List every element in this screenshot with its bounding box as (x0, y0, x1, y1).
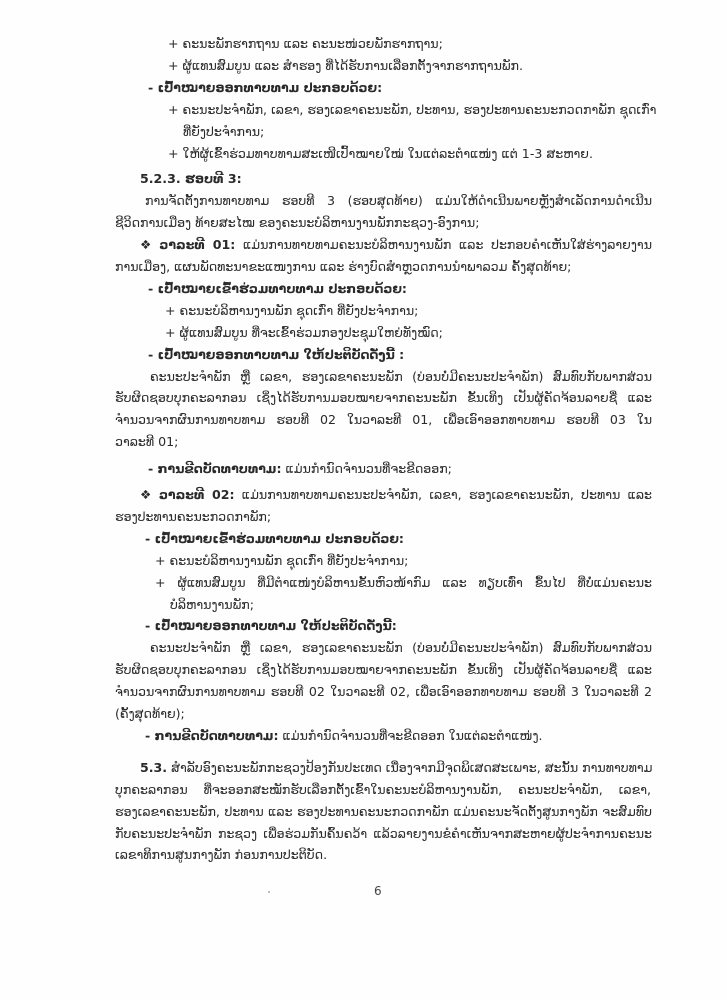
text-line (140, 235, 652, 255)
text-line (115, 704, 185, 724)
line-heading: 5.2.3. ຮອບທີ 3: (140, 171, 242, 187)
line-heading: - ການຂີດບັດທາບທາມ: (145, 727, 279, 743)
line-heading: - ການຂີດບັດທາບທາມ: (148, 461, 282, 477)
text-line (115, 780, 651, 800)
line-text: ການເມືອງ, ແຜນພັດທະນາຂະແໜງການ ແລະ ຮ່າງບົດສຳຫຼວດການນຳພາລວມ ຄັ້ງສຸດທ້າຍ; (115, 259, 572, 274)
text-line (168, 56, 523, 76)
text-line (183, 122, 264, 142)
line-heading: ❖ ວາລະທີ 01: (140, 237, 236, 253)
line-text: + ຜູ້ແທນສົມບູນ ແລະ ສຳຮອງ ທີ່ໄດ້ຮັບການເລືອກຕັ້ງຈາກຮາກຖານພັກ. (168, 57, 523, 73)
line-text: ການຈັດຕັ້ງການທາບທາມ ຮອບທີ 3 (ຮອບສຸດທ້າຍ) ແມ່ນໃຫ້ດຳເນີນພາຍຫຼັງສຳເລັດການດຳເນີນ (145, 193, 652, 209)
text-line (148, 459, 452, 479)
page-number: 6 (374, 884, 382, 898)
line-heading: 5.3. (140, 759, 168, 775)
line-text: (ຄັ້ງສຸດທ້າຍ); (115, 706, 185, 721)
line-text: ຊີວິດການເມືອງ ທ້າຍສະໄໝ ຂອງຄະນະບໍລິຫານງານພັກກະຊວງ-ອົງການ; (115, 215, 480, 231)
line-heading: - ເປົ້າໝາຍເຂົ້າຮ່ວມທາບທາມ ປະກອບດ້ວຍ: (148, 280, 407, 296)
line-text: ຄະນະປະຈຳພັກ ຫຼື ເລຂາ, ຮອງເລຂາຄະນະພັກ (ບ່ອນບໍ່ມີຄະນະປະຈຳພັກ) ສົມທົບກັບພາກສ່ວນ (150, 640, 653, 656)
line-text: ຈຳນວນຈາກຜົນການທາບທາມ ຮອບທີ 02 ໃນວາລະທີ 02, ເພື່ອເອົາອອກທາບທາມ ຮອບທີ 3 ໃນວາລະທີ 2 (115, 684, 652, 700)
line-text: ທີ່ຍັງປະຈຳການ; (183, 123, 265, 139)
line-text: ກັບຄະນະປະຈຳພັກ ກະຊວງ ເພື່ອຮ່ວມກັນຄົ້ນຄວ້າ ແລ້ວລາຍງານຂໍຄຳເຫັນຈາກສະຫາຍຜູ້ປະຈຳການຄະນະ (115, 825, 652, 841)
text-line (165, 301, 418, 321)
text-line (115, 845, 327, 865)
line-text: + ຜູ້ແທນສົມບູນ ທີ່ມີຕຳແໜ່ງບໍລິຫານຂັ້ນຫົວໜ້າກົມ ແລະ ທຽບເທົ່າ ຂຶ້ນໄປ ທີ່ບໍ່ແມ່ນຄະນະ (155, 574, 652, 590)
text-line (115, 432, 178, 452)
text-line (115, 410, 652, 430)
line-text: + ຄະນະພັກຮາກຖານ ແລະ ຄະນະໜ່ວຍພັກຮາກຖານ; (168, 36, 443, 51)
line-text: ບຸກຄະລາກອນ ທີ່ຈະອອກສະໝັກຮັບເລືອກຕັ້ງເຂົ້າໃນຄະນະບໍລິຫານງານພັກ, ຄະນະປະຈຳພັກ, ເລຂາ, (115, 781, 651, 797)
line-text: ບໍລິຫານງານພັກ; (170, 596, 254, 612)
text-line (140, 169, 242, 189)
line-text: ແມ່ນການທາບທາມຄະນະບໍລິຫານງານພັກ ແລະ ປະກອບຄຳເຫັນໃສ່ຮ່າງລາຍງານ (235, 237, 652, 253)
line-text: ແມ່ນການທາບທາມຄະນະປະຈຳພັກ, ເລຂາ, ຮອງເລຂາຄະນະພັກ, ປະທານ ແລະ (234, 487, 652, 502)
text-line (148, 279, 407, 299)
text-line (115, 660, 652, 680)
line-heading: - ເປົ້າໝາຍອອກທາບທາມ ປະກອບດ້ວຍ: (148, 79, 383, 95)
text-line (168, 34, 443, 54)
line-text: ຮອງເລຂາຄະນະພັກ, ປະທານ ແລະ ຮອງປະທານຄະນະກວດກາພັກ ແມ່ນຄະນະຈັດຕັ້ງສູນກາງພັກ ຈະສົມທົບ (115, 803, 652, 819)
line-text: ແມ່ນກຳນົດຈຳນວນທີ່ຈະຂີດອອກ; (281, 461, 452, 477)
line-text: + ຜູ້ແທນສົມບູນ ທີ່ຈະເຂົ້າຮ່ວມກອງປະຊຸມໃຫຍ່ທັງໝົດ; (165, 324, 443, 340)
text-line (145, 726, 543, 746)
line-text: + ໃຫ້ຜູ້ເຂົ້າຮ່ວມທາບທາມສະເໜີເປົ້າໝາຍໃໝ່ ໃນແຕ່ລະຕຳແໜ່ງ ແຕ່ 1-3 ສະຫາຍ. (168, 145, 593, 161)
text-line (145, 529, 404, 549)
text-line (148, 345, 404, 365)
line-heading: - ເປົ້າໝາຍເຂົ້າຮ່ວມທາບທາມ ປະກອບດ້ວຍ: (145, 530, 404, 546)
line-text: ຮອງປະທານຄະນະກວດກາພັກ; (115, 508, 272, 524)
text-line (115, 507, 271, 527)
text-line (115, 802, 652, 822)
line-text: ຮັບຜິດຊອບບຸກຄະລາກອນ ເຊິ່ງໄດ້ຮັບການມອບໝາຍຈາກຄະນະພັກ ຂັ້ນເທິງ ເປັນຜູ້ຄັດຈ້ອນລາຍຊື່ ແລະ (115, 662, 652, 678)
line-heading: ❖ ວາລະທີ 02: (140, 487, 235, 502)
line-text: ແມ່ນກຳນົດຈຳນວນທີ່ຈະຂີດອອກ ໃນແຕ່ລະຕຳແໜ່ງ. (278, 727, 543, 743)
line-text: + ຄະນະບໍລິຫານງານພັກ ຊຸດເກົ່າ ທີ່ຍັງປະຈຳການ; (165, 302, 419, 318)
text-line (115, 388, 652, 408)
text-line (148, 78, 382, 98)
text-line (115, 824, 652, 844)
line-heading: - ເປົ້າໝາຍອອກທາບທາມ ໃຫ້ປະຕິບັດດັ່ງນີ້ : (148, 346, 405, 362)
text-line (115, 257, 571, 277)
scan-speck (268, 891, 270, 893)
line-text: ຈຳນວນຈາກຜົນການທາບທາມ ຮອບທີ 02 ໃນວາລະທີ 01, ເພື່ອເອົາອອກທາບທາມ ຮອບທີ 03 ໃນ (115, 412, 653, 428)
line-text: ວາລະທີ 01; (115, 434, 179, 450)
line-text: ເລຂາທິການສູນກາງພັກ ກ່ອນການປະຕິບັດ. (115, 847, 328, 863)
text-line (145, 616, 397, 636)
text-line (168, 100, 656, 120)
line-text: ຮັບຜິດຊອບບຸກຄະລາກອນ ເຊິ່ງໄດ້ຮັບການມອບໝາຍຈາກຄະນະພັກ ຂັ້ນເທິງ ເປັນຜູ້ຄັດຈ້ອນລາຍຊື່ ແລະ (115, 390, 652, 406)
line-text: ຄະນະປະຈຳພັກ ຫຼື ເລຂາ, ຮອງເລຂາຄະນະພັກ (ບ່ອນບໍ່ມີຄະນະປະຈຳພັກ) ສົມທົບກັບພາກສ່ວນ (150, 368, 653, 384)
text-line (115, 682, 652, 702)
text-line (155, 551, 408, 571)
text-line (168, 144, 593, 164)
text-line (145, 191, 652, 211)
line-heading: - ເປົ້າໝາຍອອກທາບທາມ ໃຫ້ປະຕິບັດດັ່ງນີ້: (145, 618, 397, 634)
text-line (150, 638, 652, 658)
text-line (150, 367, 652, 387)
text-line (155, 573, 652, 593)
text-line (165, 323, 443, 343)
text-line (140, 485, 652, 505)
line-text: + ຄະນະປະຈຳພັກ, ເລຂາ, ຮອງເລຂາຄະນະພັກ, ປະທານ, ຮອງປະທານຄະນະກວດກາພັກ ຊຸດເກົ່າ (168, 101, 657, 117)
line-text: + ຄະນະບໍລິຫານງານພັກ ຊຸດເກົ່າ ທີ່ຍັງປະຈຳການ; (155, 552, 409, 568)
line-text: ສຳລັບອົງຄະນະພັກກະຊວງປ້ອງກັນປະເທດ ເນື່ອງຈາກມີຈຸດພິເສດສະເພາະ, ສະນັ້ນ ການທາບທາມ (167, 759, 653, 775)
text-line (140, 758, 653, 778)
text-line (170, 595, 254, 615)
text-line (115, 213, 479, 233)
